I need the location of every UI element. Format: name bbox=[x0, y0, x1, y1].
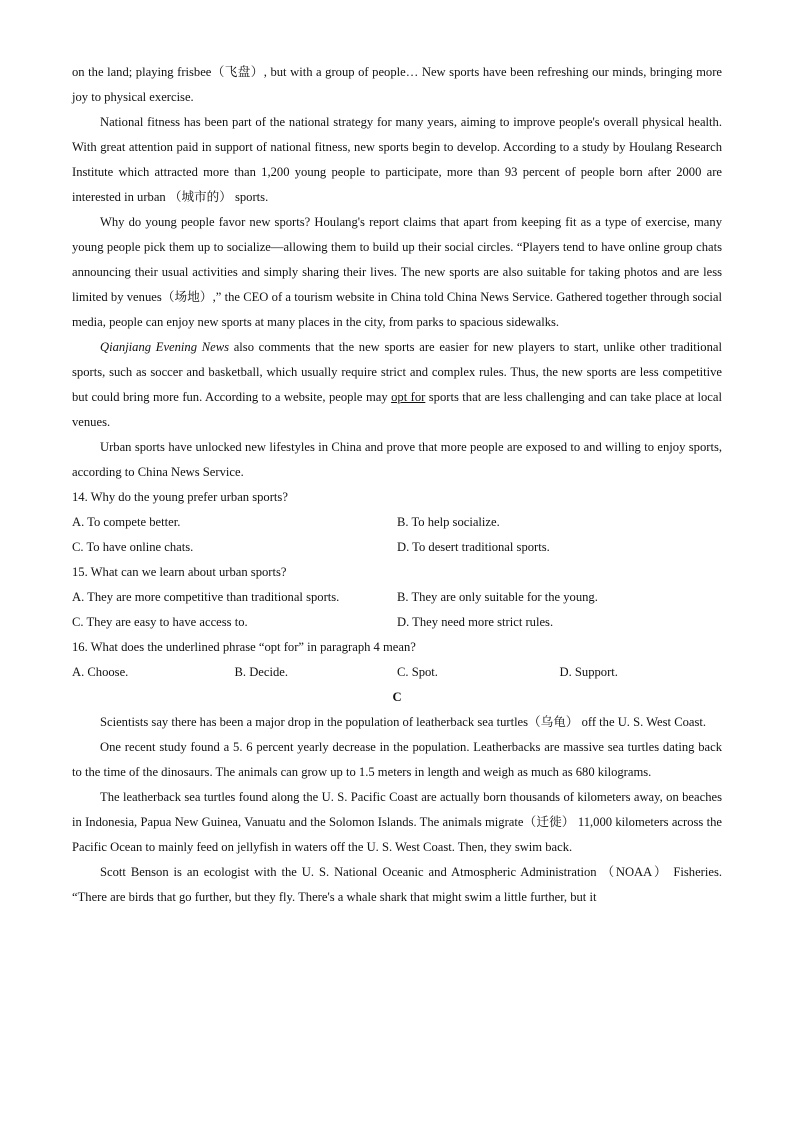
option-16-c: C. Spot. bbox=[397, 665, 438, 679]
option-15-c: C. They are easy to have access to. bbox=[72, 615, 248, 629]
passage-b-paragraph-0: on the land; playing frisbee（飞盘）, but with a group of people… New sports have been refreshing our minds, bringing more joy to physical exercise. bbox=[72, 65, 722, 104]
question-15-options-row-2 bbox=[72, 610, 722, 635]
passage-b-paragraph-1: National fitness has been part of the national strategy for many years, aiming to improve people's overall physical health. With great attention paid in support of national fitness, new sports begin to develop. According to a study by Houlang Research Institute which attracted more than 1,200 young people to participate, more than 93 percent of people born after 2000 are interested in urban （城市的） sports. bbox=[72, 115, 722, 204]
option-14-b: B. To help socialize. bbox=[397, 515, 500, 529]
question-14-options-row-1 bbox=[72, 510, 722, 535]
newspaper-name: Qianjiang Evening News bbox=[100, 340, 230, 354]
question-16-options-row bbox=[72, 660, 722, 685]
option-16-a: A. Choose. bbox=[72, 665, 129, 679]
option-15-b: B. They are only suitable for the young. bbox=[397, 590, 598, 604]
passage-b-paragraph-3 bbox=[72, 335, 722, 435]
question-15-options-row-1 bbox=[72, 585, 722, 610]
section-c-heading: C bbox=[392, 690, 402, 704]
option-15-a: A. They are more competitive than traditional sports. bbox=[72, 590, 340, 604]
section-c-paragraph-4: Scott Benson is an ecologist with the U. S. National Oceanic and Atmospheric Administration （NOAA） Fisheries. “There are birds that go further, but they fly. There's a whale shark that might swim a little further, but it bbox=[72, 865, 722, 904]
question-14-stem: 14. Why do the young prefer urban sports? bbox=[72, 490, 288, 504]
question-14-options-row-2 bbox=[72, 535, 722, 560]
passage-b-paragraph-2: Why do young people favor new sports? Houlang's report claims that apart from keeping fit as a type of exercise, many young people pick them up to socialize—allowing them to build up their social circles. “Players tend to have online group chats announcing their usual activities and simply sharing their lives. The new sports are also suitable for taking photos and are less limited by venues（场地）,” the CEO of a tourism website in China told China News Service. Gathered together through social media, people can enjoy new sports at many places in the city, from parks to spacious sidewalks. bbox=[72, 215, 722, 329]
question-16-stem: 16. What does the underlined phrase “opt for” in paragraph 4 mean? bbox=[72, 640, 416, 654]
document-page bbox=[72, 60, 722, 910]
underlined-phrase: opt for bbox=[391, 390, 426, 404]
option-14-c: C. To have online chats. bbox=[72, 540, 194, 554]
option-16-b: B. Decide. bbox=[234, 665, 289, 679]
section-c-paragraph-3: The leatherback sea turtles found along the U. S. Pacific Coast are actually born thousands of kilometers away, on beaches in Indonesia, Papua New Guinea, Vanuatu and the Solomon Islands. The animals migrate（迁徙） 11,000 kilometers across the Pacific Ocean to mainly feed on jellyfish in waters off the U. S. West Coast. Then, they swim back. bbox=[72, 790, 722, 854]
option-16-d: D. Support. bbox=[559, 665, 618, 679]
section-c-paragraph-2: One recent study found a 5. 6 percent yearly decrease in the population. Leatherbacks are massive sea turtles dating back to the time of the dinosaurs. The animals can grow up to 1.5 meters in length and weigh as much as 680 kilograms. bbox=[72, 740, 722, 779]
option-15-d: D. They need more strict rules. bbox=[397, 615, 554, 629]
paragraph-3-text-b: sports that are less challenging and can take place at local venues. bbox=[72, 390, 722, 429]
section-c-paragraph-1: Scientists say there has been a major drop in the population of leatherback sea turtles（乌龟） off the U. S. West Coast. bbox=[100, 715, 707, 729]
passage-b-paragraph-4: Urban sports have unlocked new lifestyles in China and prove that more people are exposed to and willing to enjoy sports, according to China News Service. bbox=[72, 440, 722, 479]
question-15-stem: 15. What can we learn about urban sports? bbox=[72, 565, 287, 579]
option-14-a: A. To compete better. bbox=[72, 515, 181, 529]
option-14-d: D. To desert traditional sports. bbox=[397, 540, 550, 554]
paragraph-3-text-a: also comments that the new sports are easier for new players to start, unlike other traditional sports, such as soccer and basketball, which usually require strict and complex rules. Thus, the new sports are less competitive but could bring more fun. According to a website, people may bbox=[72, 340, 722, 404]
